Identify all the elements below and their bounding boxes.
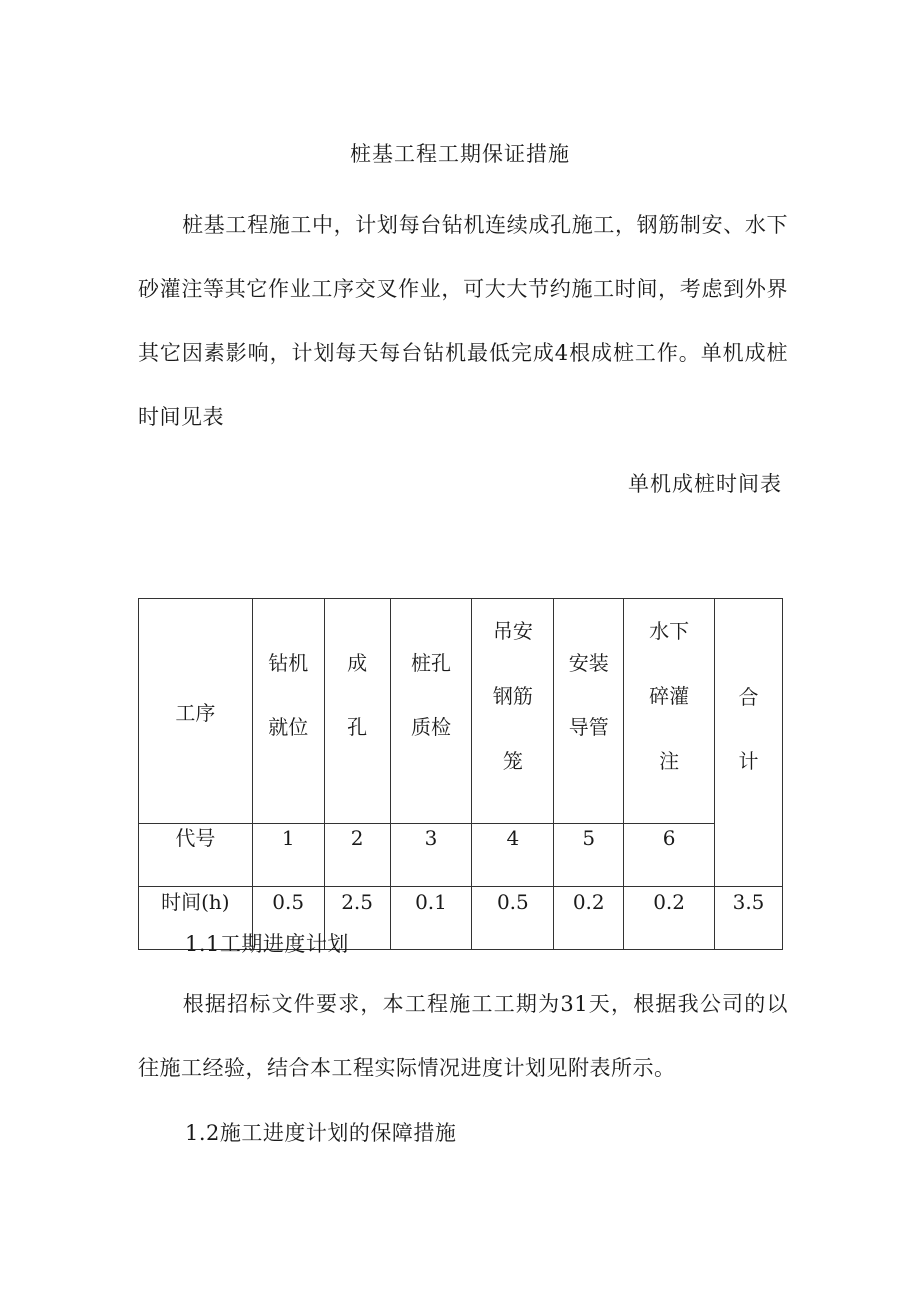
document-title: 桩基工程工期保证措施 xyxy=(350,142,570,166)
header-hole-inspection: 桩孔 质检 xyxy=(390,599,472,824)
time-cell: 2.5 xyxy=(324,887,390,950)
time-total: 3.5 xyxy=(715,887,783,950)
table-caption: 单机成桩时间表 xyxy=(628,472,782,496)
code-cell: 2 xyxy=(324,824,390,887)
time-cell: 0.5 xyxy=(472,887,554,950)
time-cell: 0.1 xyxy=(390,887,472,950)
section-heading-1-2: 1.2施工进度计划的保障措施 xyxy=(185,1121,457,1145)
time-cell: 0.2 xyxy=(624,887,715,950)
paragraph-1-1 xyxy=(138,972,788,1100)
section-heading-1-1: 1.1工期进度计划 xyxy=(185,932,349,956)
code-row xyxy=(139,824,783,887)
header-process: 工序 xyxy=(139,599,253,824)
header-total: 合 计 xyxy=(715,599,783,887)
pile-time-table xyxy=(138,598,783,950)
time-cell: 0.2 xyxy=(554,887,624,950)
code-cell: 6 xyxy=(624,824,715,887)
time-cell: 0.5 xyxy=(252,887,324,950)
code-cell: 5 xyxy=(554,824,624,887)
header-drill-positioning: 钻机 就位 xyxy=(252,599,324,824)
header-rebar-cage: 吊安 钢筋 笼 xyxy=(472,599,554,824)
header-install-conduit: 安装 导管 xyxy=(554,599,624,824)
code-cell: 4 xyxy=(472,824,554,887)
intro-paragraph xyxy=(138,193,788,449)
header-hole-forming: 成 孔 xyxy=(324,599,390,824)
header-underwater-pouring: 水下 碎灌 注 xyxy=(624,599,715,824)
paragraph-1-1-text: 根据招标文件要求，本工程施工工期为31天，根据我公司的以往施工经验，结合本工程实际情况进度计划见附表所示。 xyxy=(138,992,788,1080)
code-cell: 3 xyxy=(390,824,472,887)
table-header-row xyxy=(139,599,783,824)
time-label: 时间(h) xyxy=(139,887,253,950)
code-cell: 1 xyxy=(252,824,324,887)
code-label: 代号 xyxy=(139,824,253,887)
intro-text: 桩基工程施工中，计划每台钻机连续成孔施工，钢筋制安、水下砂灌注等其它作业工序交叉作业，可大大节约施工时间，考虑到外界其它因素影响，计划每天每台钻机最低完成4根成桩工作。单机成桩时间见表 xyxy=(138,213,788,429)
